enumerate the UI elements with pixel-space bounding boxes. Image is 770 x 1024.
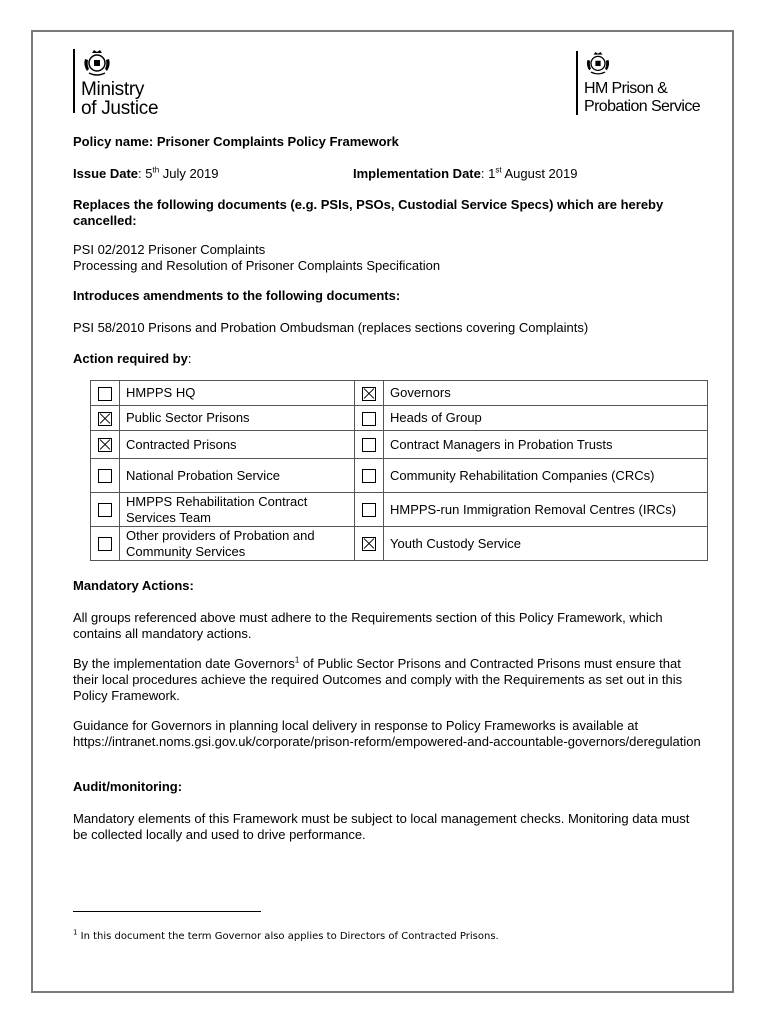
unchecked-checkbox[interactable] (98, 537, 112, 551)
audit-heading: Audit/monitoring: (73, 779, 183, 794)
checked-checkbox[interactable] (362, 537, 376, 551)
replaced-document-2: Processing and Resolution of Prisoner Complaints Specification (73, 258, 441, 273)
footnote-divider (73, 911, 261, 912)
unchecked-checkbox[interactable] (362, 503, 376, 517)
implementation-date-rest: August 2019 (501, 166, 578, 181)
logo-line-1: Ministry (81, 79, 145, 100)
logo-line-2: Probation Service (584, 98, 701, 115)
checkbox-cell (91, 459, 120, 493)
checkbox-cell (91, 493, 120, 527)
action-required-table (90, 380, 708, 561)
action-group-label: Community Rehabilitation Companies (CRCs) (384, 459, 708, 493)
action-table-row (91, 406, 708, 431)
checked-checkbox[interactable] (98, 438, 112, 452)
implementation-date-day: 1 (488, 166, 496, 181)
action-group-label: Heads of Group (384, 406, 708, 431)
action-group-label: Governors (384, 381, 708, 406)
checkbox-cell (355, 406, 384, 431)
action-group-label: Other providers of Probation and Community Services (120, 527, 355, 561)
logo-divider (576, 51, 578, 115)
policy-label: Policy name: (73, 134, 157, 149)
action-group-label: Public Sector Prisons (120, 406, 355, 431)
footnote-reference: 1 (294, 655, 300, 665)
amended-document: PSI 58/2010 Prisons and Probation Ombudsman (replaces sections covering Complaints) (73, 320, 589, 335)
royal-crest-icon (584, 49, 612, 76)
issue-date-rest: July 2019 (159, 166, 219, 181)
action-group-label: Contract Managers in Probation Trusts (384, 431, 708, 459)
issue-date-day: 5 (145, 166, 153, 181)
amendments-heading: Introduces amendments to the following documents: (73, 288, 401, 303)
logo-line-2: of Justice (81, 98, 159, 119)
unchecked-checkbox[interactable] (98, 469, 112, 483)
checkbox-cell (91, 431, 120, 459)
checkbox-cell (355, 431, 384, 459)
action-group-label: HMPPS Rehabilitation Contract Services Team (120, 493, 355, 527)
checkbox-cell (355, 527, 384, 561)
replaces-heading: Replaces the following documents (e.g. PSIs, PSOs, Custodial Service Specs) which are hereby cancelled: (73, 197, 664, 228)
action-table-row (91, 527, 708, 561)
policy-name (73, 134, 703, 150)
action-table-row (91, 459, 708, 493)
checkbox-cell (91, 527, 120, 561)
footnote (73, 930, 499, 943)
unchecked-checkbox[interactable] (98, 387, 112, 401)
action-group-label: Youth Custody Service (384, 527, 708, 561)
action-group-label: National Probation Service (120, 459, 355, 493)
audit-paragraph: Mandatory elements of this Framework must be subject to local management checks. Monitoring data must be collected locally and used to drive performance. (73, 811, 690, 842)
implementation-date-separator: : (480, 166, 489, 181)
action-heading-label: Action required by (73, 351, 188, 366)
implementation-date-label: Implementation Date (353, 166, 481, 181)
action-table-row (91, 493, 708, 527)
mandatory-heading: Mandatory Actions: (73, 578, 194, 593)
policy-title: Prisoner Complaints Policy Framework (156, 134, 399, 149)
replaced-document-1: PSI 02/2012 Prisoner Complaints (73, 242, 266, 257)
checkbox-cell (355, 459, 384, 493)
footnote-text: In this document the term Governor also applies to Directors of Contracted Prisons. (77, 931, 499, 942)
action-group-label: Contracted Prisons (120, 431, 355, 459)
action-heading-colon: : (187, 351, 192, 366)
checkbox-cell (91, 381, 120, 406)
action-group-label: HMPPS HQ (120, 381, 355, 406)
action-table-row (91, 431, 708, 459)
unchecked-checkbox[interactable] (362, 438, 376, 452)
unchecked-checkbox[interactable] (362, 412, 376, 426)
paragraph-2-end: of Public Sector Prisons and Contracted Prisons must ensure that their local procedures achieve the required Outcomes and comply with the Requirements as set out in this Policy Framework. (73, 656, 683, 703)
action-table-row (91, 381, 708, 406)
mandatory-paragraph-3: Guidance for Governors in planning local delivery in response to Policy Frameworks is available at https://intranet.noms.gsi.gov.uk/corporate/prison-reform/empowered-and-accountable-governors/deregulation (73, 718, 701, 749)
mandatory-paragraph-1: All groups referenced above must adhere to the Requirements section of this Policy Framework, which contains all mandatory actions. (73, 610, 663, 641)
document-page (31, 30, 734, 993)
checkbox-cell (355, 493, 384, 527)
logo-line-1: HM Prison & (584, 80, 668, 97)
issue-date-suffix: th (152, 165, 160, 175)
checkbox-cell (91, 406, 120, 431)
implementation-date-suffix: st (495, 165, 502, 175)
mandatory-paragraph-2 (73, 656, 703, 704)
unchecked-checkbox[interactable] (362, 469, 376, 483)
logo-divider (73, 49, 75, 113)
checked-checkbox[interactable] (362, 387, 376, 401)
royal-crest-icon (81, 47, 113, 77)
action-heading (73, 351, 703, 367)
issue-date-label: Issue Date (73, 166, 139, 181)
checked-checkbox[interactable] (98, 412, 112, 426)
checkbox-cell (355, 381, 384, 406)
unchecked-checkbox[interactable] (98, 503, 112, 517)
action-group-label: HMPPS-run Immigration Removal Centres (IRCs) (384, 493, 708, 527)
footnote-number: 1 (73, 928, 78, 937)
issue-date-separator: : (138, 166, 146, 181)
implementation-date (353, 166, 703, 182)
paragraph-2-start: By the implementation date Governors (73, 656, 295, 671)
